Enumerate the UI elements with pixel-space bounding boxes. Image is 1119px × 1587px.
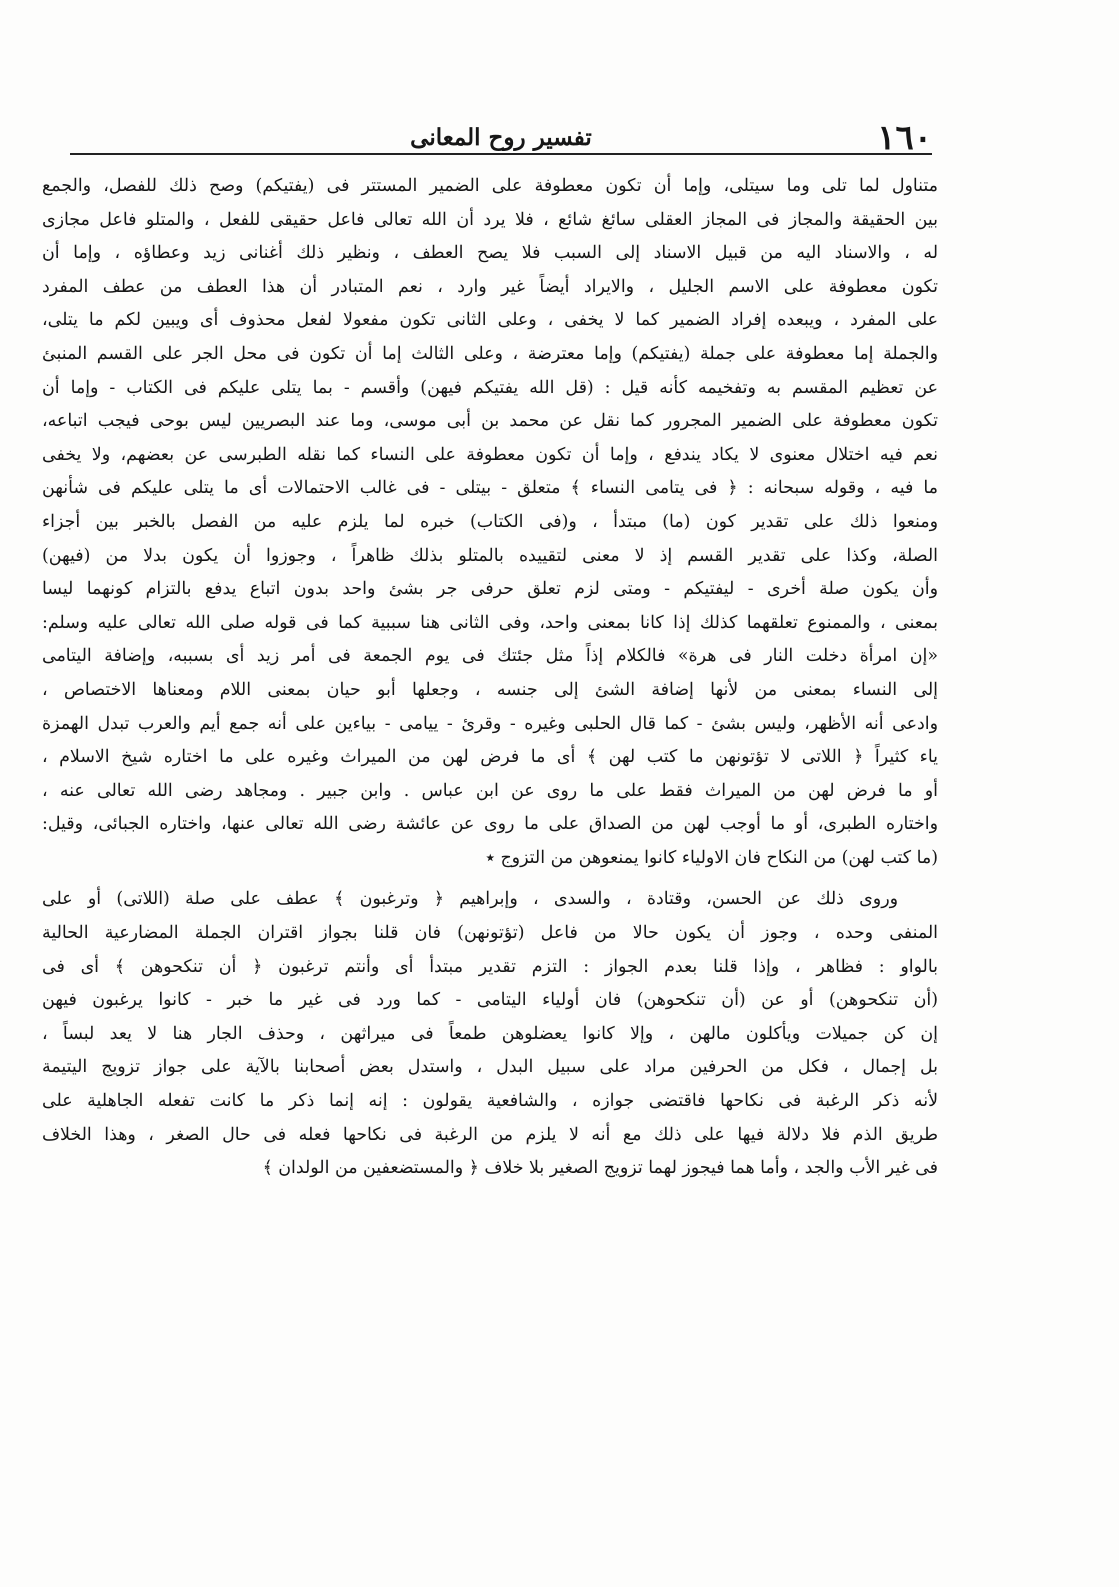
text-line: بل إجمال ، فكل من الحرفين مراد على سبيل البدل ، واستدل بعض أصحابنا بالآية على جواز تزويج اليتيمة bbox=[42, 1057, 938, 1078]
text-line: بين الحقيقة والمجاز فى المجاز العقلى سائغ شائع ، فلا يرد أن الله تعالى فاعل حقيقى للفعل ، والمتلو فاعل مجازى bbox=[42, 209, 938, 230]
text-line: والجملة إما معطوفة على جملة (يفتيكم) وإما معترضة ، وعلى الثالث إما أن تكون فى محل الجر على القسم المنبئ bbox=[42, 343, 938, 364]
text-line: الصلة، وكذا على تقدير القسم إذ لا معنى لتقييده بالمتلو بذلك ظاهراً ، وجوزوا أن يكون بدلا من (فيهن) bbox=[42, 545, 938, 566]
text-line: وروى ذلك عن الحسن، وقتادة ، والسدى ، وإبراهيم ﴿ وترغبون ﴾ عطف على صلة (اللاتى) أو على bbox=[42, 889, 898, 910]
text-line: لأنه ذكر الرغبة فى نكاحها فاقتضى جوازه ، والشافعية يقولون : إنه إنما ذكر ما كانت تفعله الجاهلية على bbox=[42, 1091, 938, 1112]
text-line: متناول لما تلى وما سيتلى، وإما أن تكون معطوفة على الضمير المستتر فى (يفتيكم) وصح ذلك للفصل، والجمع bbox=[42, 176, 938, 196]
text-line: تكون معطوفة على الضمير المجرور كما نقل عن محمد بن أبى موسى، وما عند البصريين ليس بوحى فيجب اتباعه، bbox=[42, 411, 938, 432]
text-line: بالواو : فظاهر ، وإذا قلنا بعدم الجواز : التزم تقدير مبتدأ أى وأنتم ترغبون ﴿ أن تنكحوهن ﴾ أى فى bbox=[42, 956, 938, 977]
text-line: طريق الذم فلا دلالة فيها على ذلك مع أنه لا يلزم من الرغبة فى نكاحها فعله فى حال الصغر ، وهذا الخلاف bbox=[42, 1124, 938, 1145]
text-line: إلى النساء بمعنى من لأنها إضافة الشئ إلى جنسه ، وجعلها أبو حيان بمعنى اللام ومعناها الاختصاص ، bbox=[42, 679, 938, 700]
text-line: ومنعوا ذلك على تقدير كون (ما) مبتدأ ، و(فى الكتاب) خبره لما يلزم عليه من الفصل بالخبر بين أجزاء bbox=[42, 511, 938, 532]
text-line: وادعى أنه الأظهر، وليس بشئ - كما قال الحلبى وغيره - وقرئ - ييامى - بياءين على أنه جمع أيم والعرب تبدل الهمزة bbox=[42, 713, 938, 734]
paragraph bbox=[42, 883, 938, 1185]
page-header bbox=[70, 118, 932, 158]
text-line: وأن يكون صلة أخرى - ليفتيكم - ومتى لزم تعلق حرفى جر بشئ واحد بدون اتباع يدفع بالتزام كونهما ليسا bbox=[42, 579, 938, 600]
body-text bbox=[42, 170, 938, 1186]
text-line: ما فيه ، وقوله سبحانه : ﴿ فى يتامى النساء ﴾ متعلق - بيتلى - فى غالب الاحتمالات أى ما يتلى عليكم فى شأنهن bbox=[42, 478, 938, 499]
paragraph bbox=[42, 170, 938, 875]
text-line: (أن تنكحوهن) أو عن (أن تنكحوهن) فان أولياء اليتامى - كما ورد فى غير ما خبر - كانوا يرغبون فيهن bbox=[42, 990, 938, 1011]
paragraph-gap bbox=[42, 875, 938, 883]
header-divider bbox=[70, 153, 932, 155]
text-line: «إن امرأة دخلت النار فى هرة» فالكلام إذاً مثل جئتك فى يوم الجمعة فى أمر زيد أى بسببه، وإضافة اليتامى bbox=[42, 646, 938, 667]
text-line: على المفرد ، ويبعده إفراد الضمير كما لا يخفى ، وعلى الثانى تكون مفعولا لفعل محذوف أى ويبين لكم ما يتلى، bbox=[42, 310, 938, 331]
text-line: عن تعظيم المقسم به وتفخيمه كأنه قيل : (قل الله يفتيكم فيهن) وأقسم - بما يتلى عليكم فى الكتاب - وإما أن bbox=[42, 377, 938, 398]
running-title: تفسير روح المعانى bbox=[410, 124, 592, 151]
text-line: واختاره الطبرى، أو ما أوجب لهن من الصداق على ما روى عن عائشة رضى الله تعالى عنها، واختاره الجبائى، وقيل: bbox=[42, 814, 938, 835]
text-line: إن كن جميلات ويأكلون مالهن ، وإلا كانوا يعضلوهن طمعاً فى ميراثهن ، وحذف الجار هنا لا يعد لبساً ، bbox=[42, 1023, 938, 1044]
text-line: تكون معطوفة على الاسم الجليل ، والايراد أيضاً غير وارد ، نعم المتبادر أن هذا العطف من عطف المفرد bbox=[42, 276, 938, 297]
text-line: المنفى وحده ، وجوز أن يكون حالا من فاعل (تؤتونهن) فان قلنا بجواز اقتران الجملة المضارعية الحالية bbox=[42, 923, 938, 944]
text-line: (ما كتب لهن) من النكاح فان الاولياء كانوا يمنعوهن من التزوج ٭ bbox=[485, 847, 938, 868]
text-line: له ، والاسناد اليه من قبيل الاسناد إلى السبب فلا يصح العطف ، ونظير ذلك أغنانى زيد وعطاؤه ، وإما أن bbox=[42, 243, 938, 264]
page-number: ١٦٠ bbox=[877, 118, 932, 158]
text-line: بمعنى ، والممنوع تعلقهما كذلك إذا كانا بمعنى واحد، وفى الثانى هنا سببية كما فى قوله صلى الله تعالى عليه وسلم: bbox=[42, 612, 938, 633]
text-line: ياء كثيراً ﴿ اللاتى لا تؤتونهن ما كتب لهن ﴾ أى ما فرض لهن من الميراث وغيره على ما اختاره شيخ الاسلام ، bbox=[42, 747, 938, 768]
text-line: فى غير الأب والجد ، وأما هما فيجوز لهما تزويج الصغير بلا خلاف ﴿ والمستضعفين من الولدان ﴾ bbox=[262, 1158, 938, 1179]
text-line: نعم فيه اختلال معنوى لا يكاد يندفع ، وإما أن تكون معطوفة على النساء كما نقله الطبرسى عن بعضهم، ولا يخفى bbox=[42, 444, 938, 465]
text-line: أو ما فرض لهن من الميراث فقط على ما روى عن ابن عباس . وابن جبير . ومجاهد رضى الله تعالى عنه ، bbox=[42, 780, 938, 801]
